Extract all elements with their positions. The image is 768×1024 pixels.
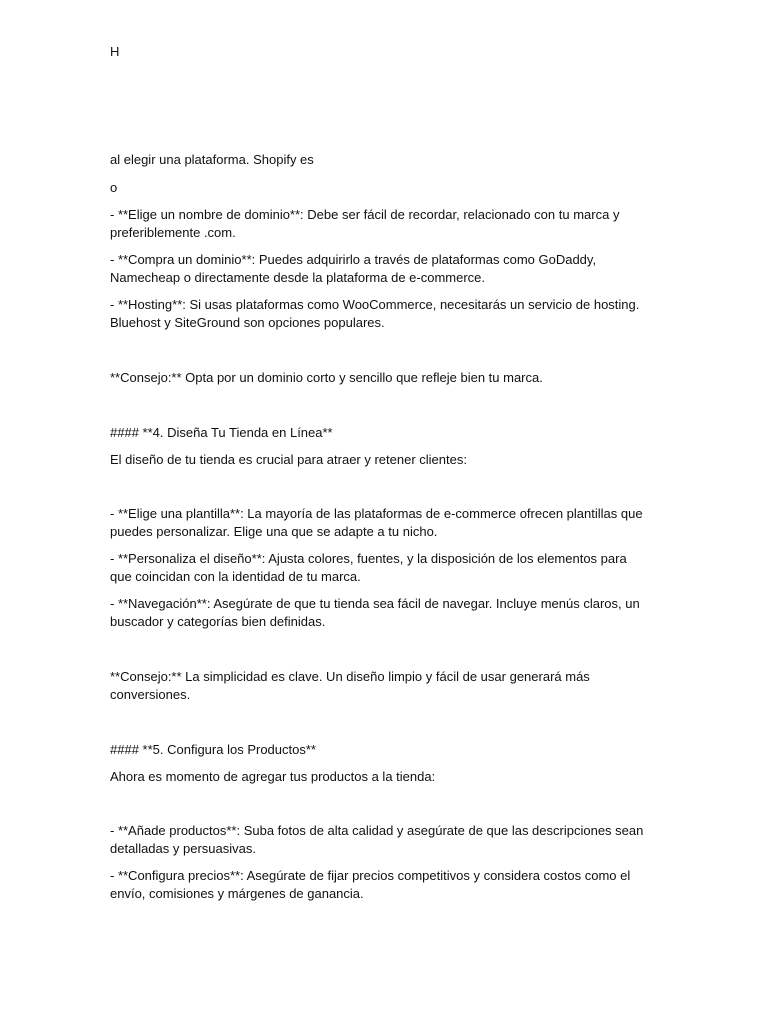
section-4-heading: #### **4. Diseña Tu Tienda en Línea** <box>110 425 333 440</box>
domain-list-item-1: - **Elige un nombre de dominio**: Debe ser fácil de recordar, relacionado con tu marca y preferiblemente .com. <box>110 207 620 240</box>
section-4-item-1: - **Elige una plantilla**: La mayoría de las plataformas de e-commerce ofrecen plantillas que puedes personalizar. Elige una que se adapte a tu nicho. <box>110 506 643 539</box>
intro-fragment: al elegir una plataforma. Shopify es <box>110 152 314 167</box>
section-4-tip: **Consejo:** La simplicidad es clave. Un diseño limpio y fácil de usar generará más conversiones. <box>110 669 590 702</box>
section-5-item-1: - **Añade productos**: Suba fotos de alta calidad y asegúrate de que las descripciones sean detalladas y persuasivas. <box>110 823 644 856</box>
section-5-heading: #### **5. Configura los Productos** <box>110 742 316 757</box>
section-4-intro: El diseño de tu tienda es crucial para atraer y retener clientes: <box>110 452 467 467</box>
section-5-item-2: - **Configura precios**: Asegúrate de fijar precios competitivos y considera costos como el envío, comisiones y márgenes de ganancia. <box>110 868 631 901</box>
stray-char: o <box>110 180 118 195</box>
domain-list-item-3: - **Hosting**: Si usas plataformas como WooCommerce, necesitarás un servicio de hosting. Bluehost y SiteGround son opciones populares. <box>110 297 640 330</box>
section-5-intro: Ahora es momento de agregar tus productos a la tienda: <box>110 769 436 784</box>
header-letter: H <box>110 44 120 59</box>
section-4-item-3: - **Navegación**: Asegúrate de que tu tienda sea fácil de navegar. Incluye menús claros, un buscador y categorías bien definidas. <box>110 596 640 629</box>
domain-list-item-2: - **Compra un dominio**: Puedes adquirirlo a través de plataformas como GoDaddy, Namecheap o directamente desde la plataforma de e-commerce. <box>110 252 597 285</box>
domain-tip: **Consejo:** Opta por un dominio corto y sencillo que refleje bien tu marca. <box>110 370 543 385</box>
section-4-item-2: - **Personaliza el diseño**: Ajusta colores, fuentes, y la disposición de los elementos para que coincidan con la identidad de tu marca. <box>110 551 627 584</box>
